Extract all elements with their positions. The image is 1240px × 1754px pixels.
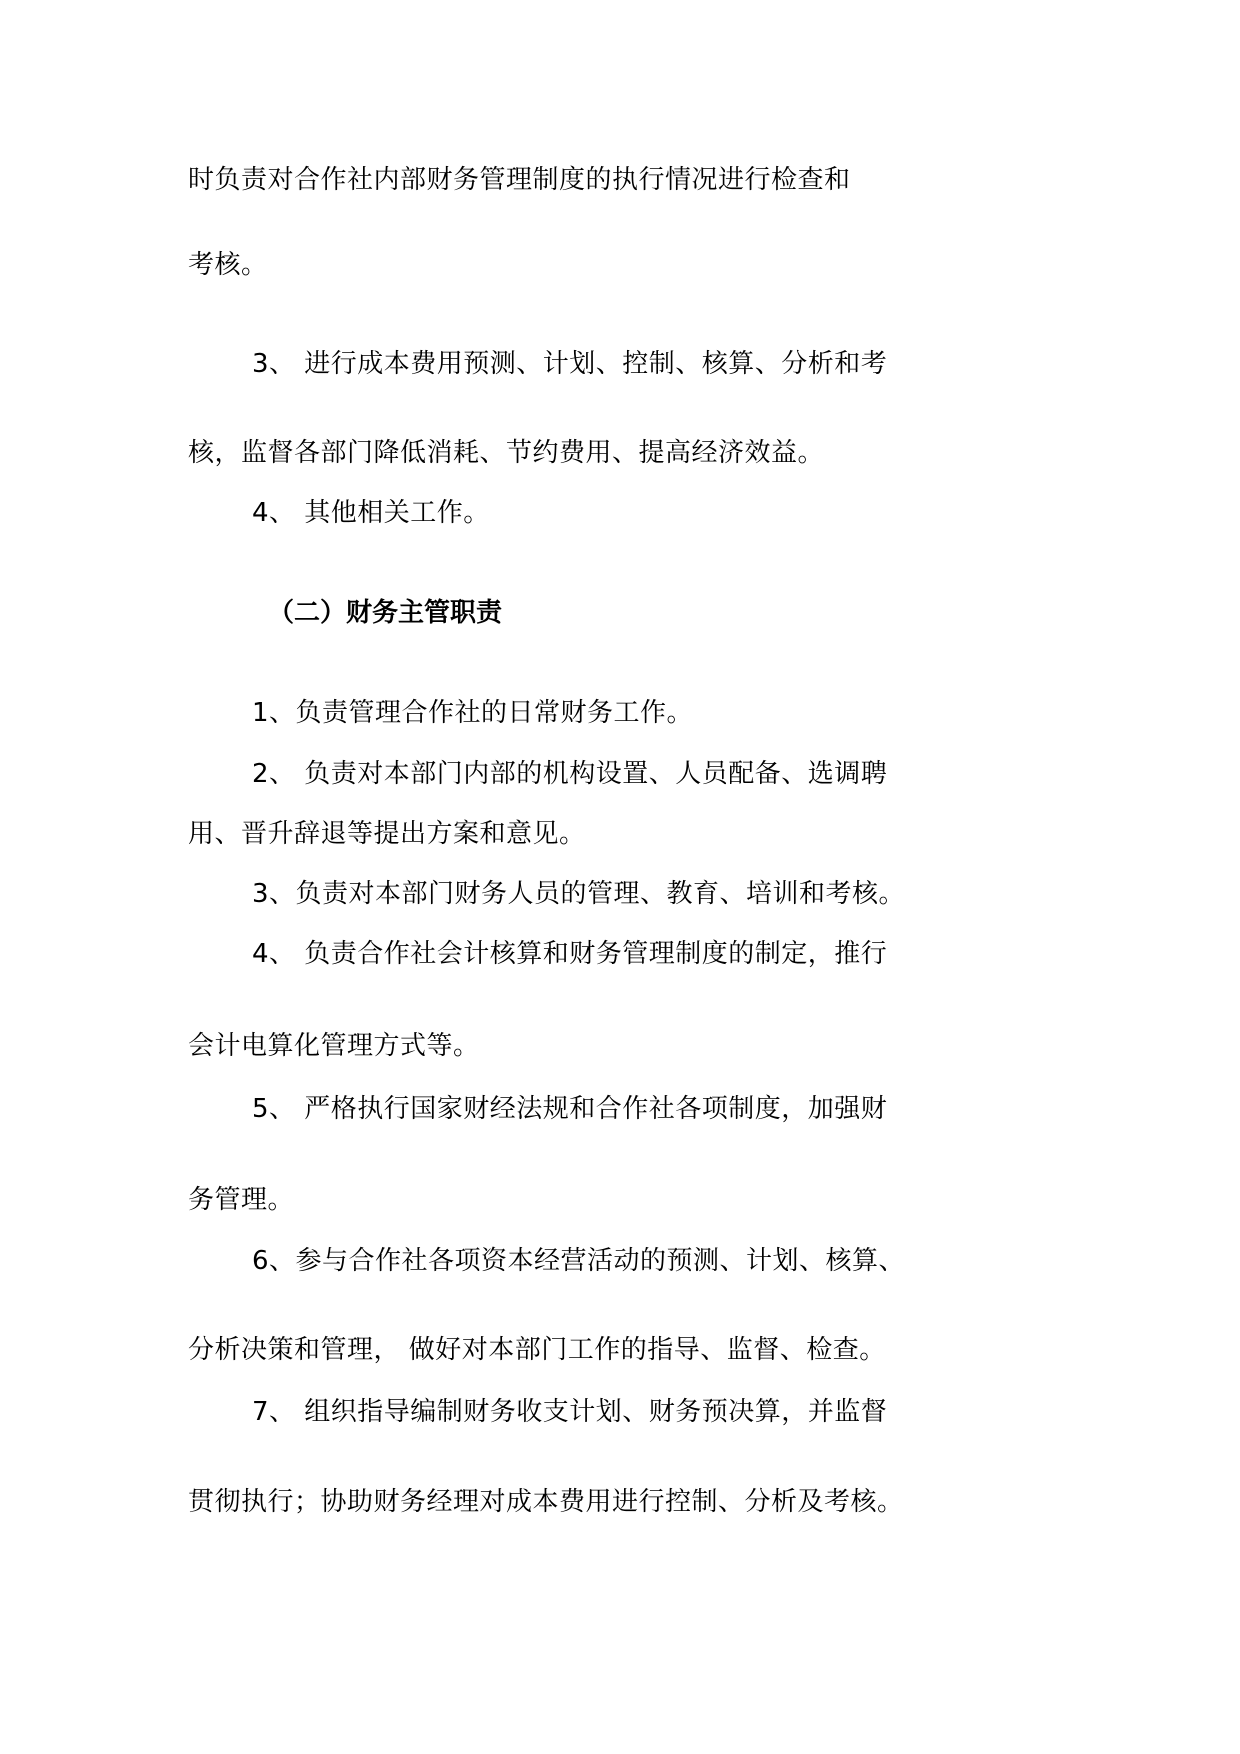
- list-item-6: 6、参与合作社各项资本经营活动的预测、计划、核算、: [252, 1246, 906, 1276]
- body-text-line: 考核。: [188, 250, 268, 280]
- list-item-7: 7、 组织指导编制财务收支计划、财务预决算，并监督: [252, 1397, 888, 1427]
- body-text-line: 核，监督各部门降低消耗、节约费用、提高经济效益。: [188, 438, 825, 468]
- section-heading: （二）财务主管职责: [268, 598, 503, 628]
- list-item-4: 4、 负责合作社会计核算和财务管理制度的制定，推行: [252, 939, 888, 969]
- body-text-line: 务管理。: [188, 1185, 295, 1215]
- list-item-5: 5、 严格执行国家财经法规和合作社各项制度，加强财: [252, 1094, 888, 1124]
- list-item-4: 4、 其他相关工作。: [252, 498, 490, 528]
- list-item-1: 1、负责管理合作社的日常财务工作。: [252, 698, 694, 728]
- list-item-2: 2、 负责对本部门内部的机构设置、人员配备、选调聘: [252, 759, 888, 789]
- body-text-line: 分析决策和管理， 做好对本部门工作的指导、监督、检查。: [188, 1335, 886, 1365]
- list-item-3: 3、负责对本部门财务人员的管理、教育、培训和考核。: [252, 879, 906, 909]
- list-item-3: 3、 进行成本费用预测、计划、控制、核算、分析和考: [252, 349, 888, 379]
- body-text-line: 贯彻执行；协助财务经理对成本费用进行控制、分析及考核。: [188, 1487, 904, 1517]
- body-text-line: 时负责对合作社内部财务管理制度的执行情况进行检查和: [188, 165, 851, 195]
- body-text-line: 会计电算化管理方式等。: [188, 1031, 480, 1061]
- body-text-line: 用、晋升辞退等提出方案和意见。: [188, 819, 586, 849]
